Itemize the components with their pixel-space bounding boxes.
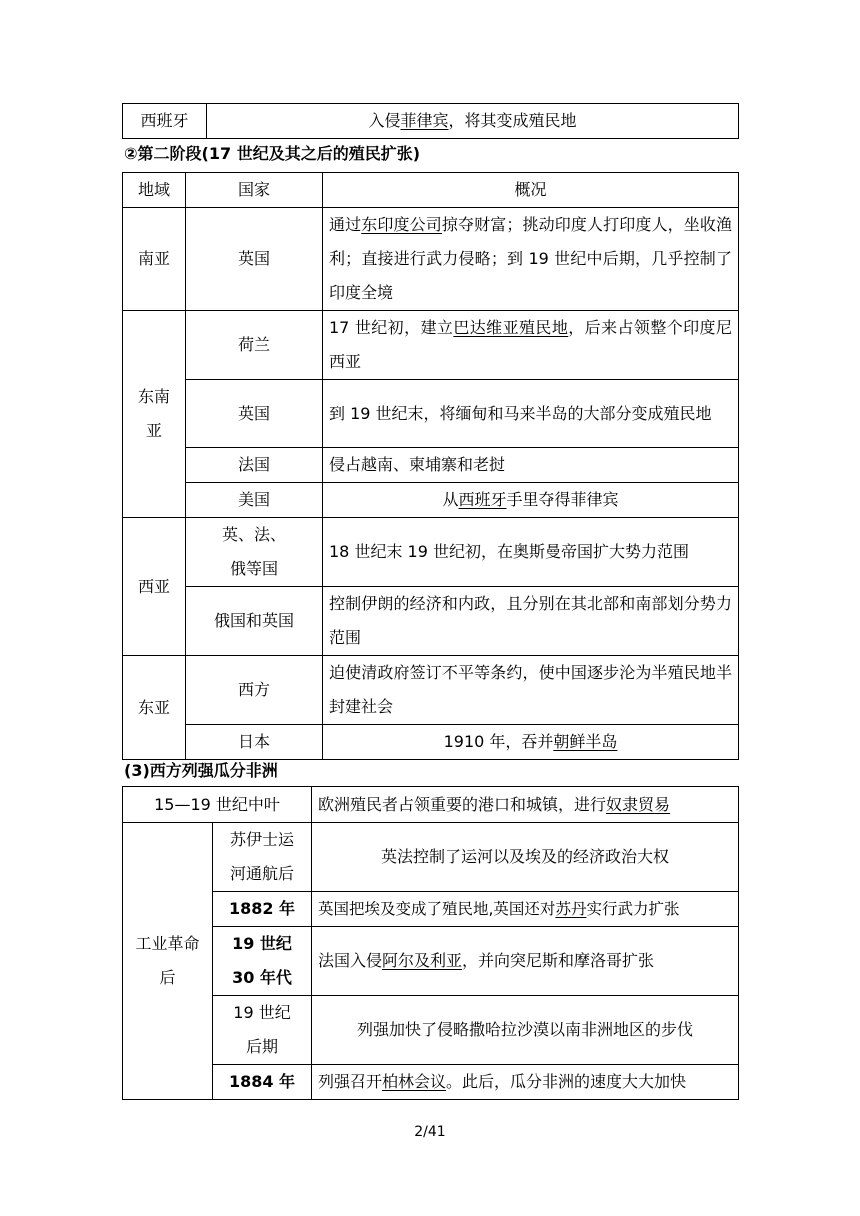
underlined-term: 奴隶贸易 [606, 794, 671, 814]
header-summary: 概况 [323, 173, 739, 208]
spain-table [122, 103, 739, 139]
country-cell: 荷兰 [186, 311, 323, 380]
summary-cell: 列强召开柏林会议。此后，瓜分非洲的速度大大加快 [312, 1065, 739, 1100]
summary-cell: 1910 年，吞并朝鲜半岛 [323, 725, 739, 760]
header-region: 地域 [123, 173, 186, 208]
summary-cell: 法国入侵阿尔及利亚，并向突尼斯和摩洛哥扩张 [312, 927, 739, 996]
underlined-term: 朝鲜半岛 [553, 732, 618, 751]
region-east-asia: 东亚 [123, 656, 186, 760]
underlined-term: 巴达维亚殖民地 [453, 318, 569, 337]
underlined-term: 苏丹 [555, 900, 587, 918]
country-cell: 日本 [186, 725, 323, 760]
summary-cell: 英法控制了运河以及埃及的经济政治大权 [312, 823, 739, 892]
summary-cell: 欧洲殖民者占领重要的港口和城镇，进行奴隶贸易 [312, 787, 739, 823]
summary-cell: 从西班牙手里夺得菲律宾 [323, 483, 739, 518]
africa-heading: (3)西方列强瓜分非洲 [124, 761, 278, 780]
time-cell: 1884 年 [213, 1065, 312, 1100]
underlined-term: 菲律宾 [400, 111, 449, 130]
summary-cell: 侵占越南、柬埔寨和老挝 [323, 448, 739, 483]
underlined-term: 柏林会议 [382, 1072, 447, 1091]
summary-cell: 17 世纪初，建立巴达维亚殖民地，后来占领整个印度尼西亚 [323, 311, 739, 380]
country-cell: 美国 [186, 483, 323, 518]
underlined-term: 阿尔及利亚 [382, 951, 463, 970]
time-cell: 1882 年 [213, 892, 312, 927]
country-cell: 西班牙 [123, 104, 207, 139]
region-south-asia: 南亚 [123, 208, 186, 311]
summary-cell: 英国把埃及变成了殖民地,英国还对苏丹实行武力扩张 [312, 892, 739, 927]
time-cell: 19 世纪 30 年代 [213, 927, 312, 996]
summary-cell: 通过东印度公司掠夺财富；挑动印度人打印度人，坐收渔利；直接进行武力侵略；到 19 世纪中后期，几乎控制了印度全境 [323, 208, 739, 311]
underlined-term: 东印度公司 [361, 215, 442, 234]
summary-cell: 控制伊朗的经济和内政，且分别在其北部和南部划分势力范围 [323, 587, 739, 656]
summary-cell: 入侵菲律宾，将其变成殖民地 [207, 104, 739, 139]
summary-cell: 18 世纪末 19 世纪初，在奥斯曼帝国扩大势力范围 [323, 518, 739, 587]
stage2-heading: ②第二阶段(17 世纪及其之后的殖民扩张) [124, 144, 421, 163]
summary-cell: 到 19 世纪末，将缅甸和马来半岛的大部分变成殖民地 [323, 380, 739, 448]
country-cell: 俄国和英国 [186, 587, 323, 656]
industrial-revolution-label: 工业革命后 [123, 823, 213, 1100]
summary-cell: 迫使清政府签订不平等条约，使中国逐步沦为半殖民地半封建社会 [323, 656, 739, 725]
summary-cell: 列强加快了侵略撒哈拉沙漠以南非洲地区的步伐 [312, 996, 739, 1065]
period-cell: 15—19 世纪中叶 [123, 787, 312, 823]
country-cell: 英国 [186, 380, 323, 448]
region-southeast-asia: 东南亚 [123, 311, 186, 518]
region-west-asia: 西亚 [123, 518, 186, 656]
country-cell: 英国 [186, 208, 323, 311]
country-cell: 法国 [186, 448, 323, 483]
country-cell: 英、法、俄等国 [186, 518, 323, 587]
colonial-expansion-table [122, 172, 739, 760]
underlined-term: 西班牙 [458, 490, 507, 509]
time-cell: 苏伊士运河通航后 [213, 823, 312, 892]
page-number: 2/41 [414, 1124, 446, 1140]
time-cell: 19 世纪后期 [213, 996, 312, 1065]
africa-partition-table [122, 786, 739, 1100]
country-cell: 西方 [186, 656, 323, 725]
header-country: 国家 [186, 173, 323, 208]
